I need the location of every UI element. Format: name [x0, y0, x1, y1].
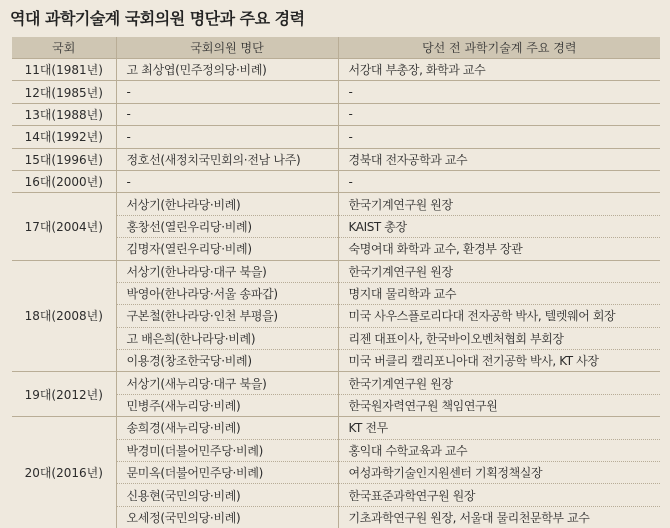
member-name-cell: 문미옥(더불어민주당·비례) — [116, 462, 338, 484]
member-name-cell: 구본철(한나라당·인천 부평을) — [116, 305, 338, 327]
career-cell: - — [338, 81, 660, 103]
career-cell: 미국 사우스플로리다대 전자공학 박사, 텔렛웨어 회장 — [338, 305, 660, 327]
member-name-cell: 이용경(창조한국당·비례) — [116, 350, 338, 372]
career-cell: 한국기계연구원 원장 — [338, 260, 660, 282]
page-title: 역대 과학기술계 국회의원 명단과 주요 경력 — [10, 9, 305, 28]
member-name-cell: - — [116, 81, 338, 103]
session-cell: 19대(2012년) — [12, 372, 116, 417]
member-name-cell: 송희경(새누리당·비례) — [116, 417, 338, 439]
career-cell: 리젠 대표이사, 한국바이오벤처협회 부회장 — [338, 327, 660, 349]
table-row — [12, 81, 660, 103]
career-cell: 여성과학기술인지원센터 기획정책실장 — [338, 462, 660, 484]
career-cell: 미국 버클리 캘리포니아대 전기공학 박사, KT 사장 — [338, 350, 660, 372]
career-cell: 한국기계연구원 원장 — [338, 372, 660, 394]
session-cell: 20대(2016년) — [12, 417, 116, 528]
member-name-cell: - — [116, 126, 338, 148]
table-row — [12, 260, 660, 282]
session-cell: 11대(1981년) — [12, 59, 116, 81]
member-name-cell: - — [116, 103, 338, 125]
session-cell: 13대(1988년) — [12, 103, 116, 125]
table-header-row — [12, 37, 660, 59]
member-name-cell: 민병주(새누리당·비례) — [116, 394, 338, 416]
table-row — [12, 148, 660, 170]
career-cell: 명지대 물리학과 교수 — [338, 282, 660, 304]
table-row — [12, 103, 660, 125]
table-row — [12, 170, 660, 192]
member-name-cell: 서상기(한나라당·비례) — [116, 193, 338, 215]
member-name-cell: 고 배은희(한나라당·비례) — [116, 327, 338, 349]
career-cell: 한국표준과학연구원 원장 — [338, 484, 660, 506]
career-cell: 경북대 전자공학과 교수 — [338, 148, 660, 170]
table-row — [12, 417, 660, 439]
member-name-cell: 신용현(국민의당·비례) — [116, 484, 338, 506]
table-row — [12, 372, 660, 394]
career-cell: - — [338, 103, 660, 125]
career-cell: 기초과학연구원 원장, 서울대 물리천문학부 교수 — [338, 506, 660, 528]
career-cell: - — [338, 126, 660, 148]
member-name-cell: 홍창선(열린우리당·비례) — [116, 215, 338, 237]
session-cell: 17대(2004년) — [12, 193, 116, 260]
member-name-cell: 정호선(새정치국민회의·전남 나주) — [116, 148, 338, 170]
member-name-cell: 오세정(국민의당·비례) — [116, 506, 338, 528]
table-row — [12, 59, 660, 81]
header-session: 국회 — [12, 37, 116, 59]
session-cell: 16대(2000년) — [12, 170, 116, 192]
table-row — [12, 126, 660, 148]
career-cell: - — [338, 170, 660, 192]
career-cell: 한국원자력연구원 책임연구원 — [338, 394, 660, 416]
member-name-cell: 서상기(새누리당·대구 북을) — [116, 372, 338, 394]
member-name-cell: - — [116, 170, 338, 192]
table-body — [12, 59, 660, 528]
member-name-cell: 박영아(한나라당·서울 송파갑) — [116, 282, 338, 304]
member-name-cell: 김명자(열린우리당·비례) — [116, 238, 338, 260]
header-career: 당선 전 과학기술계 주요 경력 — [338, 37, 660, 59]
header-names: 국회의원 명단 — [116, 37, 338, 59]
session-cell: 14대(1992년) — [12, 126, 116, 148]
career-cell: 한국기계연구원 원장 — [338, 193, 660, 215]
session-cell: 12대(1985년) — [12, 81, 116, 103]
member-name-cell: 고 최상엽(민주정의당·비례) — [116, 59, 338, 81]
career-cell: KT 전무 — [338, 417, 660, 439]
career-cell: KAIST 총장 — [338, 215, 660, 237]
session-cell: 15대(1996년) — [12, 148, 116, 170]
career-cell: 홍익대 수학교육과 교수 — [338, 439, 660, 461]
career-cell: 숙명여대 화학과 교수, 환경부 장관 — [338, 238, 660, 260]
member-name-cell: 박경미(더불어민주당·비례) — [116, 439, 338, 461]
member-name-cell: 서상기(한나라당·대구 북을) — [116, 260, 338, 282]
session-cell: 18대(2008년) — [12, 260, 116, 372]
table-row — [12, 193, 660, 215]
legislators-table — [12, 37, 660, 528]
career-cell: 서강대 부총장, 화학과 교수 — [338, 59, 660, 81]
